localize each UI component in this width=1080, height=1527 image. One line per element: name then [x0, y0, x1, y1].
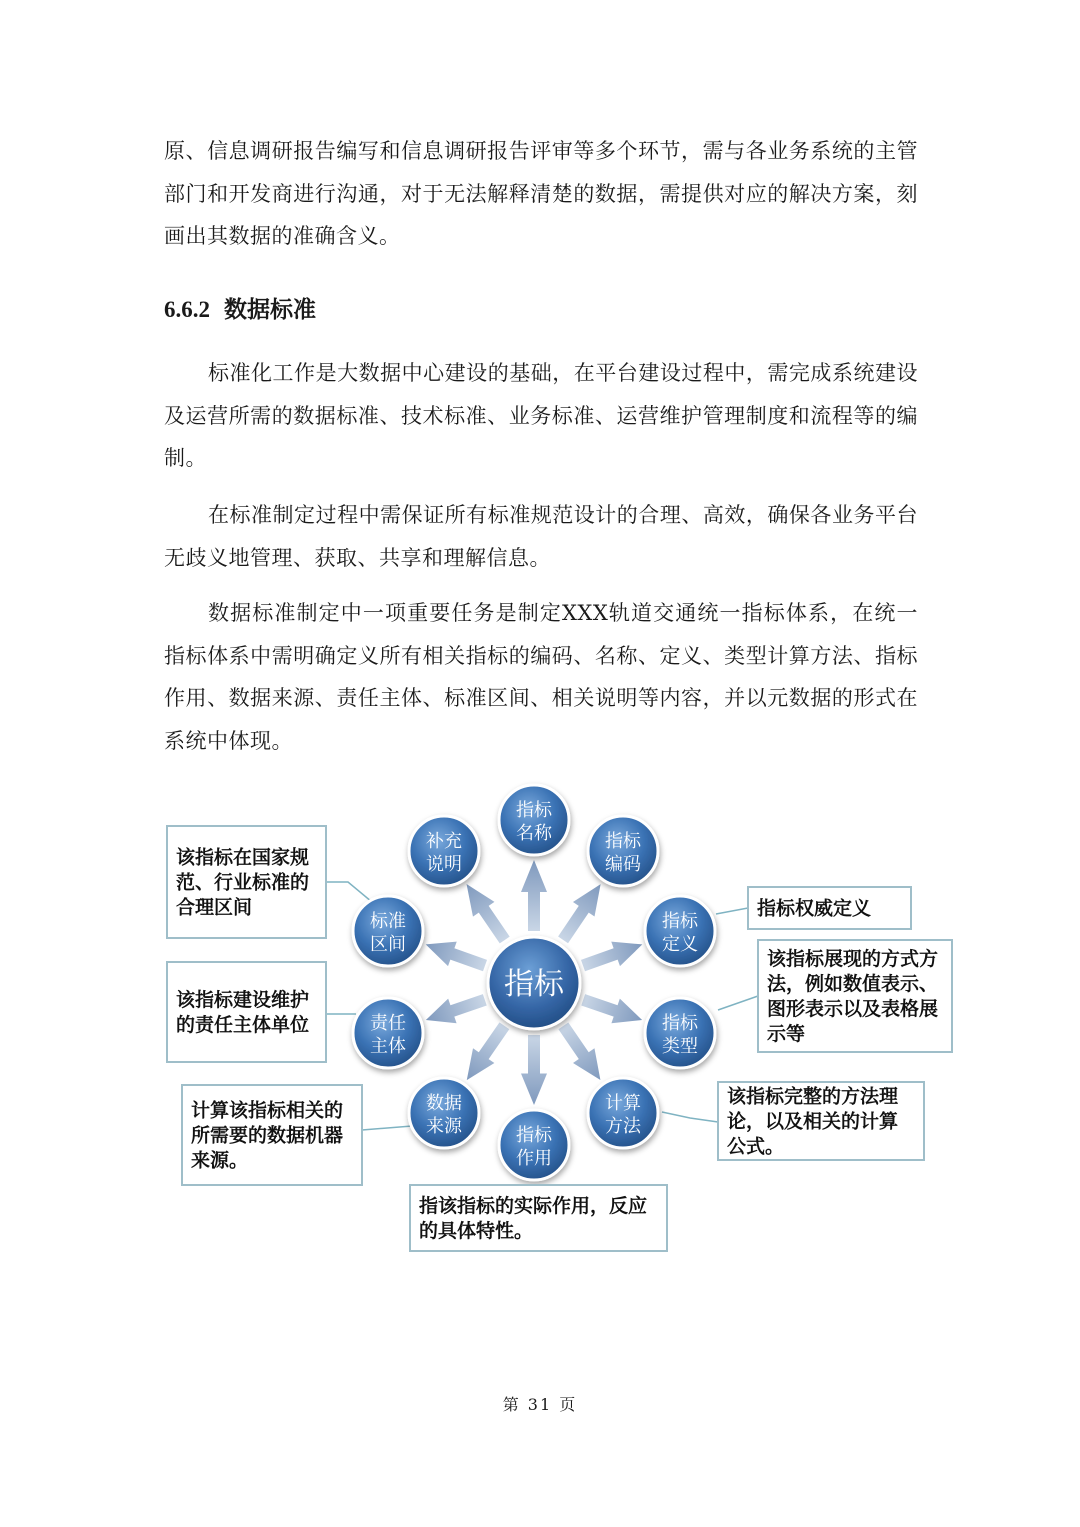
- center-node-label: 指标: [504, 967, 564, 1002]
- diagram-node: [353, 998, 423, 1068]
- leader-line-definition: [716, 908, 748, 914]
- callout-text-line: 该指标完整的方法理: [727, 1085, 899, 1108]
- callout-box: [182, 1085, 362, 1185]
- diagram-node-label-line2: 说明: [426, 854, 462, 875]
- leader-line-range: [326, 882, 372, 902]
- callout-box-frame: [167, 962, 326, 1062]
- diagram-node-label-line2: 类型: [662, 1036, 698, 1057]
- arrow-to-node-0: [521, 860, 547, 931]
- callout-text-line: 的责任主体单位: [176, 1014, 310, 1036]
- diagram-node: [409, 1078, 479, 1148]
- diagram-node-label-line1: 数据: [426, 1093, 462, 1114]
- paragraph-continued: 原、信息调研报告编写和信息调研报告评审等多个环节，需与各业务系统的主管部门和开发商进行沟通，对于无法解释清楚的数据，需提供对应的解决方案，刻画出其数据的准确含义。: [164, 139, 918, 248]
- diagram-node-label-line2: 主体: [370, 1036, 406, 1057]
- leader-line-type: [718, 996, 758, 1010]
- diagram-node-label-line2: 区间: [370, 934, 406, 955]
- leader-line-source: [362, 1126, 412, 1130]
- paragraph-standard-design: 在标准制定过程中需保证所有标准规范设计的合理、高效，确保各业务平台无歧义地管理、获取、共享和理解信息。: [164, 503, 918, 570]
- diagram-node: [499, 785, 569, 855]
- callout-text-line: 合理区间: [176, 896, 253, 919]
- callout-text-line: 所需要的数据机器: [191, 1124, 344, 1147]
- section-number: 6.6.2: [164, 297, 210, 322]
- arrow-to-node-4: [553, 1019, 611, 1088]
- diagram-node: [645, 896, 715, 966]
- callout-text-line: 公式。: [727, 1135, 785, 1158]
- callout-box: [758, 940, 952, 1052]
- callout-text-line: 论，以及相关的计算: [727, 1110, 899, 1133]
- diagram-node-label-line2: 定义: [662, 934, 698, 955]
- diagram-node-label-line1: 指标: [516, 1125, 552, 1146]
- callout-box: [718, 1082, 924, 1160]
- section-title: 数据标准: [224, 297, 316, 323]
- callout-text-line: 该指标建设维护: [176, 989, 310, 1011]
- diagram-node: [499, 1110, 569, 1180]
- diagram-node-label-line1: 补充: [426, 831, 462, 852]
- diagram-node: [353, 896, 423, 966]
- callout-text-line: 指标权威定义: [757, 897, 872, 920]
- diagram-node-label-line1: 指标: [662, 1013, 698, 1034]
- callout-text-line: 计算该指标相关的: [191, 1099, 344, 1122]
- diagram-node: [588, 1078, 658, 1148]
- paragraph-standardization: 标准化工作是大数据中心建设的基础，在平台建设过程中，需完成系统建设及运营所需的数据标准、技术标准、业务标准、运营维护管理制度和流程等的编制。: [164, 361, 918, 470]
- diagram-node-label-line1: 标准: [370, 911, 406, 932]
- callout-box: [748, 887, 911, 929]
- diagram-node-label-line1: 责任: [370, 1013, 406, 1034]
- page-number: 第 31 页: [502, 1395, 578, 1414]
- leader-line-method: [662, 1112, 718, 1122]
- diagram-node-label-line2: 来源: [426, 1116, 462, 1137]
- callout-text-line: 图形表示以及表格展: [767, 998, 939, 1020]
- callout-text-line: 指该指标的实际作用，反应: [419, 1195, 648, 1217]
- paragraph-indicator-system: 数据标准制定中一项重要任务是制定XXX轨道交通统一指标体系，在统一指标体系中需明确定义所有相关指标的编码、名称、定义、类型计算方法、指标作用、数据来源、责任主体、标准区间、相关说明等内容，并以元数据的形式在系统中体现。: [164, 601, 918, 753]
- arrow-to-node-3: [579, 988, 646, 1033]
- arrow-to-node-1: [552, 877, 611, 947]
- diagram-node-label-line2: 作用: [516, 1148, 552, 1169]
- arrow-to-node-2: [579, 932, 647, 978]
- diagram-node-label-line1: 指标: [662, 911, 698, 932]
- diagram-node: [645, 998, 715, 1068]
- diagram-node-label-line1: 指标: [605, 831, 641, 852]
- callout-text-line: 法，例如数值表示、: [767, 973, 939, 995]
- callout-text-line: 该指标在国家规: [176, 846, 310, 869]
- diagram-node: [409, 816, 479, 886]
- callout-text-line: 示等: [767, 1023, 806, 1045]
- callout-box: [167, 962, 326, 1062]
- diagram-node-label-line2: 编码: [605, 854, 641, 875]
- arrow-to-node-8: [421, 932, 489, 978]
- arrow-to-node-7: [422, 988, 489, 1033]
- callout-text-line: 的具体特性。: [419, 1220, 534, 1242]
- diagram-node: [588, 816, 658, 886]
- callout-text-line: 来源。: [191, 1149, 249, 1172]
- callout-box: [167, 826, 326, 938]
- arrow-to-node-5: [521, 1035, 547, 1105]
- callout-text-line: 范、行业标准的: [176, 871, 310, 894]
- diagram-node-label-line1: 指标: [516, 800, 552, 821]
- diagram-node-label-line2: 名称: [516, 823, 552, 844]
- arrow-to-node-6: [456, 1018, 515, 1087]
- arrow-to-node-9: [456, 877, 516, 948]
- callout-box: [410, 1185, 667, 1251]
- callout-text-line: 该指标展现的方式方: [767, 948, 939, 970]
- diagram-node-label-line2: 方法: [605, 1116, 641, 1137]
- diagram-node-label-line1: 计算: [605, 1093, 641, 1114]
- callouts-group: [167, 826, 952, 1251]
